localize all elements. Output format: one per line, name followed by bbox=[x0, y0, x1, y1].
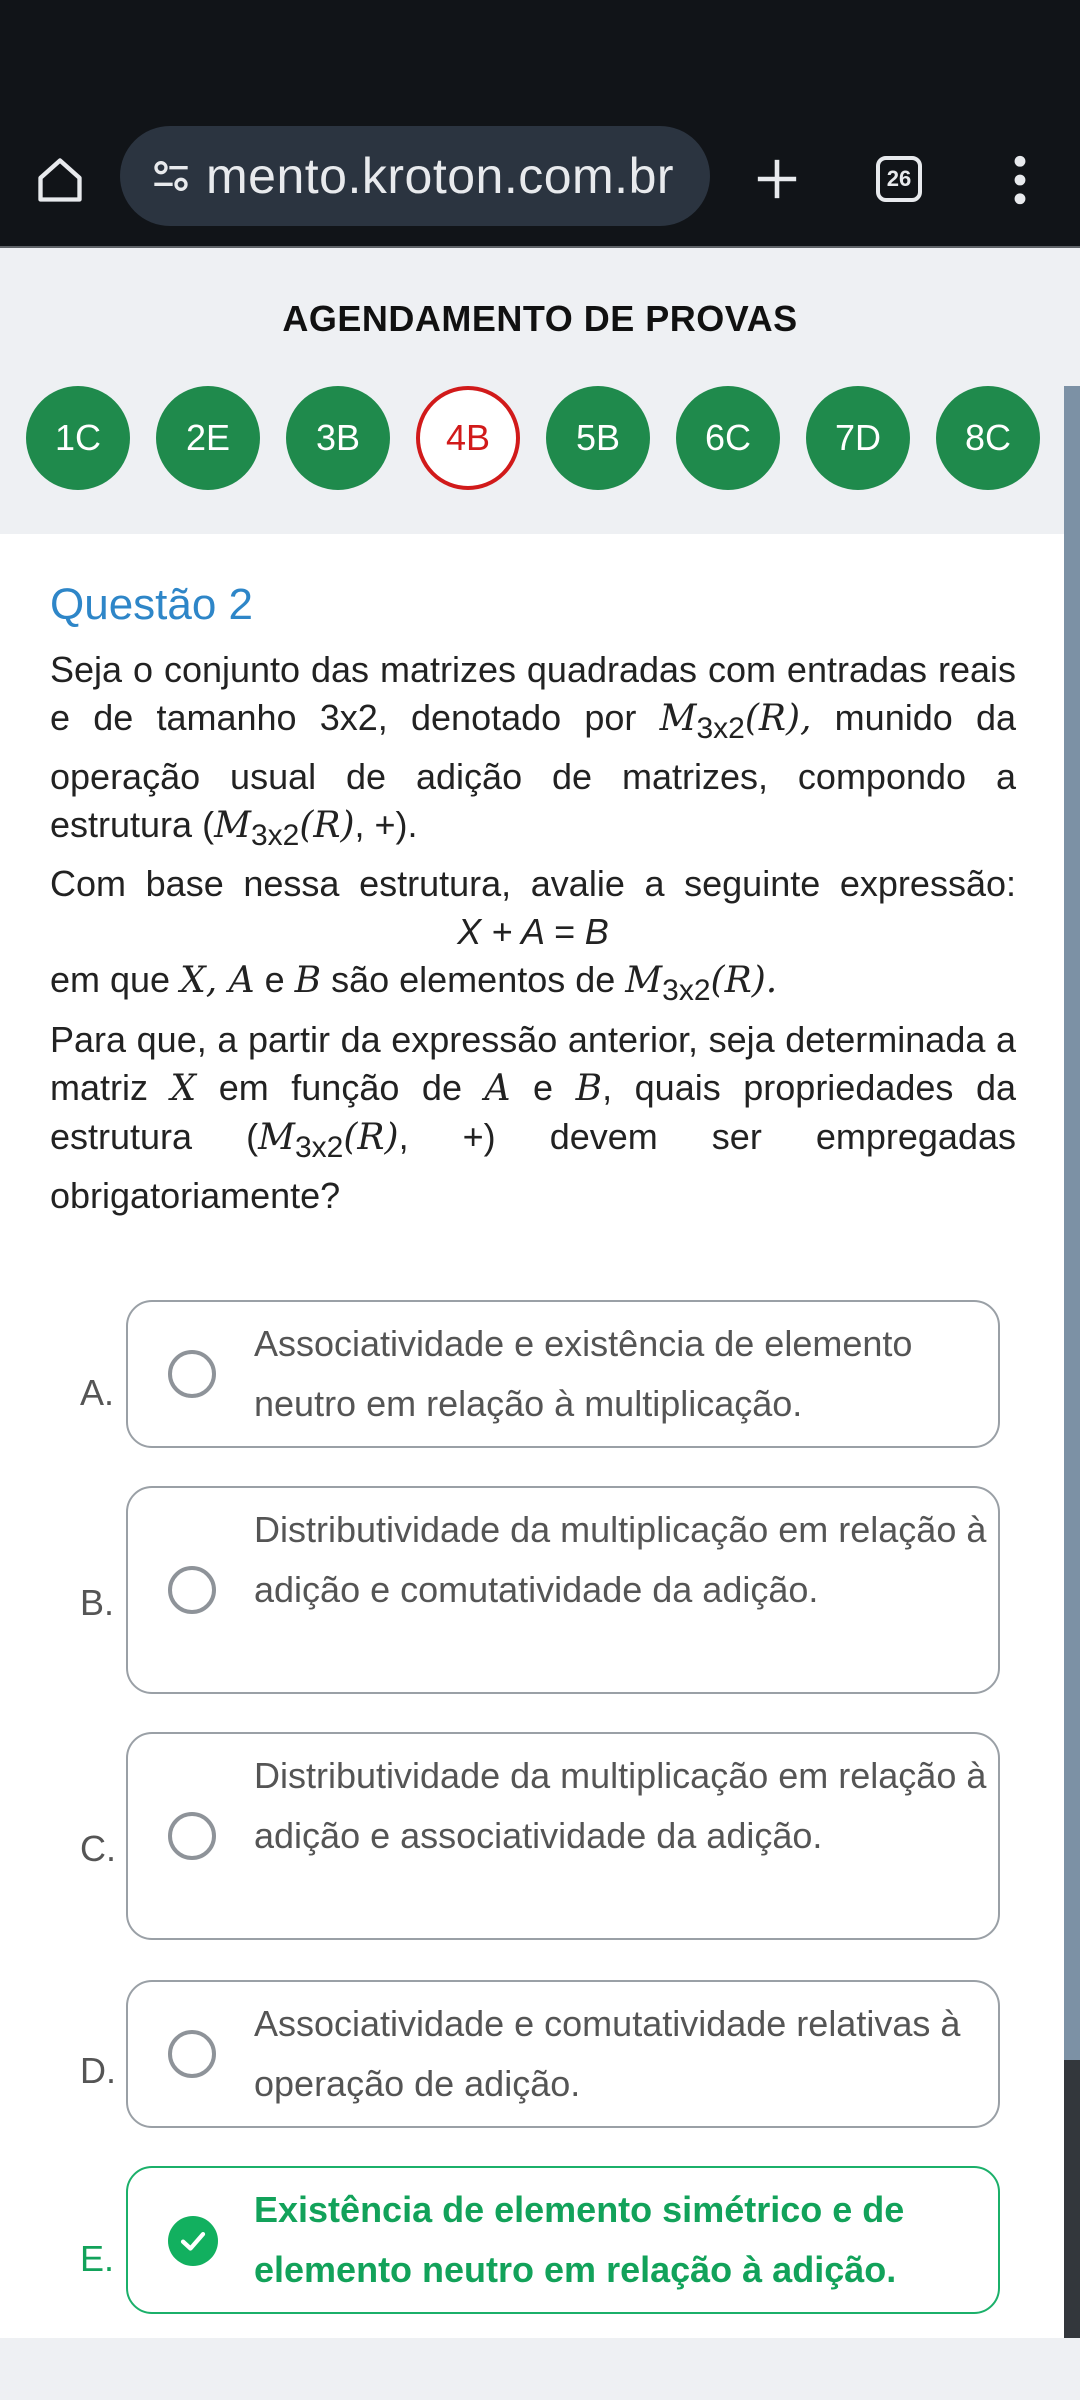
option-text: Associatividade e comutatividade relativas à operação de adição. bbox=[254, 2003, 961, 2104]
option-letter: E. bbox=[80, 2238, 115, 2279]
url-text: mento.kroton.com.br bbox=[206, 148, 675, 204]
scrollbar-track[interactable] bbox=[1064, 386, 1080, 2338]
paragraph: Para que, a partir da expressão anterior, seja determinada a matriz X em função de A e B, quais propriedades da estrutura ($M_{3x2}(R)$, +) devem ser empregadas obrigatoriamente? bbox=[50, 1018, 1017, 1216]
radio-button[interactable] bbox=[168, 1812, 216, 1860]
question-pill[interactable]: 8C bbox=[936, 386, 1040, 490]
address-bar[interactable] bbox=[120, 126, 710, 226]
question-text bbox=[50, 646, 1016, 1220]
option-text: Distributividade da multiplicação em relação à adição e associatividade da adição. bbox=[254, 1755, 987, 1856]
radio-button[interactable] bbox=[168, 1566, 216, 1614]
option-letter: B. bbox=[80, 1582, 115, 1623]
question-pill[interactable]: 7D bbox=[806, 386, 910, 490]
paragraph: Seja o conjunto das matrizes quadradas com entradas reais e de tamanho 3x2, denotado por $M_{3x2}(R)$, munido da operação usual de adição de matrizes, compondo a estrutura ($M_{3x2}(R)$, +). bbox=[50, 649, 1016, 853]
more-menu-button[interactable] bbox=[1000, 148, 1040, 212]
question-title: Questão 2 bbox=[50, 580, 254, 629]
more-vert-icon bbox=[1013, 155, 1027, 205]
question-navigator bbox=[26, 386, 1066, 490]
page-title: AGENDAMENTO DE PROVAS bbox=[282, 298, 798, 339]
question-pill[interactable]: 6C bbox=[676, 386, 780, 490]
question-pill[interactable]: 2E bbox=[156, 386, 260, 490]
check-circle-icon[interactable] bbox=[168, 2216, 218, 2266]
tab-switcher-button[interactable]: 26 bbox=[876, 156, 922, 202]
question-pill-active[interactable]: 4B bbox=[416, 386, 520, 490]
option-box[interactable] bbox=[126, 1732, 1000, 1940]
option-box[interactable] bbox=[126, 1300, 1000, 1448]
page-header bbox=[0, 248, 1080, 534]
option-box[interactable] bbox=[126, 1486, 1000, 1694]
paragraph: Com base nessa estrutura, avalie a seguinte expressão: bbox=[50, 863, 1016, 905]
new-tab-button[interactable] bbox=[742, 144, 812, 214]
paragraph: em que X, A e B são elementos de $M_{3x2}(R)$. bbox=[50, 959, 778, 1008]
question-pill[interactable]: 5B bbox=[546, 386, 650, 490]
status-bar bbox=[0, 0, 1080, 120]
radio-button[interactable] bbox=[168, 1350, 216, 1398]
option-text: Existência de elemento simétrico e de elemento neutro em relação à adição. bbox=[254, 2189, 905, 2290]
home-button[interactable] bbox=[28, 148, 92, 212]
option-text: Associatividade e existência de elemento neutro em relação à multiplicação. bbox=[254, 1323, 913, 1424]
browser-toolbar bbox=[0, 120, 1080, 248]
home-icon bbox=[34, 154, 86, 206]
scrollbar-thumb[interactable] bbox=[1064, 2060, 1080, 2338]
option-text: Distributividade da multiplicação em relação à adição e comutatividade da adição. bbox=[254, 1509, 987, 1610]
plus-icon bbox=[754, 156, 800, 202]
option-letter: D. bbox=[80, 2050, 116, 2091]
question-content bbox=[0, 534, 1064, 2338]
option-letter: C. bbox=[80, 1828, 116, 1869]
formula: X + A = B bbox=[457, 911, 609, 953]
question-pill[interactable]: 1C bbox=[26, 386, 130, 490]
option-box-selected[interactable] bbox=[126, 2166, 1000, 2314]
option-letter: A. bbox=[80, 1372, 115, 1413]
option-box[interactable] bbox=[126, 1980, 1000, 2128]
question-pill[interactable]: 3B bbox=[286, 386, 390, 490]
site-settings-icon[interactable] bbox=[136, 146, 206, 206]
radio-button[interactable] bbox=[168, 2030, 216, 2078]
